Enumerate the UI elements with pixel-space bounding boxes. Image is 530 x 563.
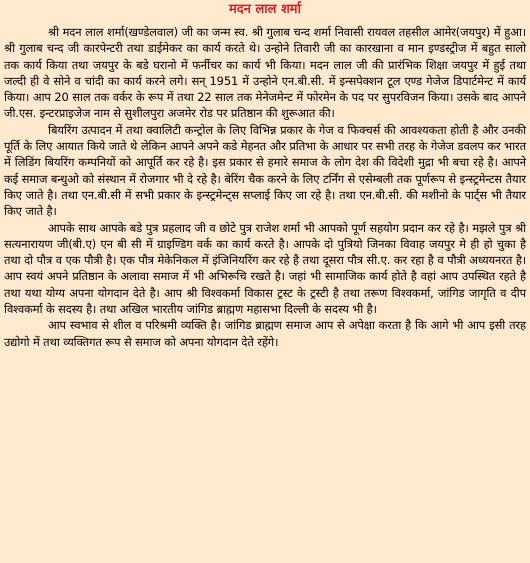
paragraph-early-life: श्री मदन लाल शर्मा(खण्डेलवाल) जी का जन्म स्व. श्री गुलाब चन्द शर्मा निवासी रायवल तहसील आमेर(जयपुर) में हुआ। श्री गुलाब चन्द जी कारपेन्टरी तथा डाईमेकर का कार्य करते थे। उन्होने तिवारी जी का कारखाना व मान इण्डस्ट्रीज में बहुत सालो तक कार्य किया तथा जयपुर के बडे घरानो में फर्नीचर का कार्य भी किया। मदन लाल जी की प्रारंभिक शिक्षा जयपुर में हुई तथा जल्दी ही वे सोने व चांदी का कार्य करने लगे। सन् 1951 में उन्होने एन.बी.सी. में इन्सपेक्शन टूल एण्ड गेजेज डिपार्टमेन्ट में कार्य किया। आप 20 साल तक वर्कर के रूप में तथा 22 साल तक मेनेजमेन्ट में फोरमेन के पद पर सुपरविजन किया। उसके बाद आपने जी.एस. इन्टरप्राइजेज नाम से सुशीलपुरा अजमेर रोड पर प्रतिष्ठान की शुरूआत की। <box>4 25 526 121</box>
page-title: मदन लाल शर्मा <box>229 2 301 17</box>
paragraph-closing: आप स्वभाव से शील व परिश्रमी व्यक्ति है। जांगिड ब्राह्मण समाज आप से अपेक्षा करता है कि आगे भी आप इसी तरह उद्योगो में तथा व्यक्तिगत रूप से समाज को अपना योगदान देते रहेंगे। <box>4 318 526 349</box>
paragraph-bearing-business: बियरिंग उत्पादन में तथा क्वालिटी कन्ट्रोल के लिए विभिन्न प्रकार के गेज व फिक्चर्स की आवश्यकता होती है और उनकी पूर्ति के लिए आयात किये जाते थे लेकिन आपने अपने कडे मेहनत और प्रतिभा के आधार पर सभी तरह के गेजेज डवलप कर भारत में लिडिंग बियरिंग कम्पनियों को आपूर्ति कर रहे है। इस प्रकार से हमारे समाज के लोग देश की विदेशी मुद्रा भी बचा रहे है। आपने कई समाज बन्धुओ को संस्थान में रोजगार भी दे रहे है। बेरिंग चैक करने के लिए टर्निंग से एसेम्बली तक पूर्णरूप से इन्स्ट्रमेन्टस तैयार किए जाते है। तथा एन.बी.सी में सभी प्रकार के इन्स्ट्रमेन्ट्स सप्लाई किए जा रहे है। तथा एन.बी.सी. की मशीनो के पार्ट्स भी तैयार किए जाते है। <box>4 122 526 219</box>
paragraph-family-and-society: आपके साथ आपके बडे पुत्र प्रहलाद जी व छोटे पुत्र राजेश शर्मा भी आपको पूर्ण सहयोग प्रदान कर रहे है। मझले पुत्र श्री सत्यनारायण जी(बी.ए) एन बी सी में ग्राइण्डिग वर्क का कार्य करते है। आपके दो पुत्रियो जिनका विवाह जयपुर मे ही हो चुका है तथा दो पौत्र व एक पौत्री है। एक पौत्र मेकेनिकल में इंजिनियरिंग कर रहे है तथा दूसरा पौत्र सी.ए. कर रहा है व पौत्री अध्ययनरत है। आप स्वयं अपने प्रतिष्ठान के अलावा समाज में भी अभिरूचि रखते है। जहां भी सामाजिक कार्य होते है वहां आप उपस्थित रहते है तथा यथा योग्य अपना योगदान देते है। आप श्री विश्वकर्मा विकास ट्रस्ट के ट्रस्टी है तथा तरूण विश्वकर्मा, जांगिड जागृति व दीप विश्वकर्मा के सदस्य है। तथा अखिल भारतीय जांगिड ब्राह्मण महासभा दिल्ली के सदस्य भी है। <box>4 220 526 317</box>
